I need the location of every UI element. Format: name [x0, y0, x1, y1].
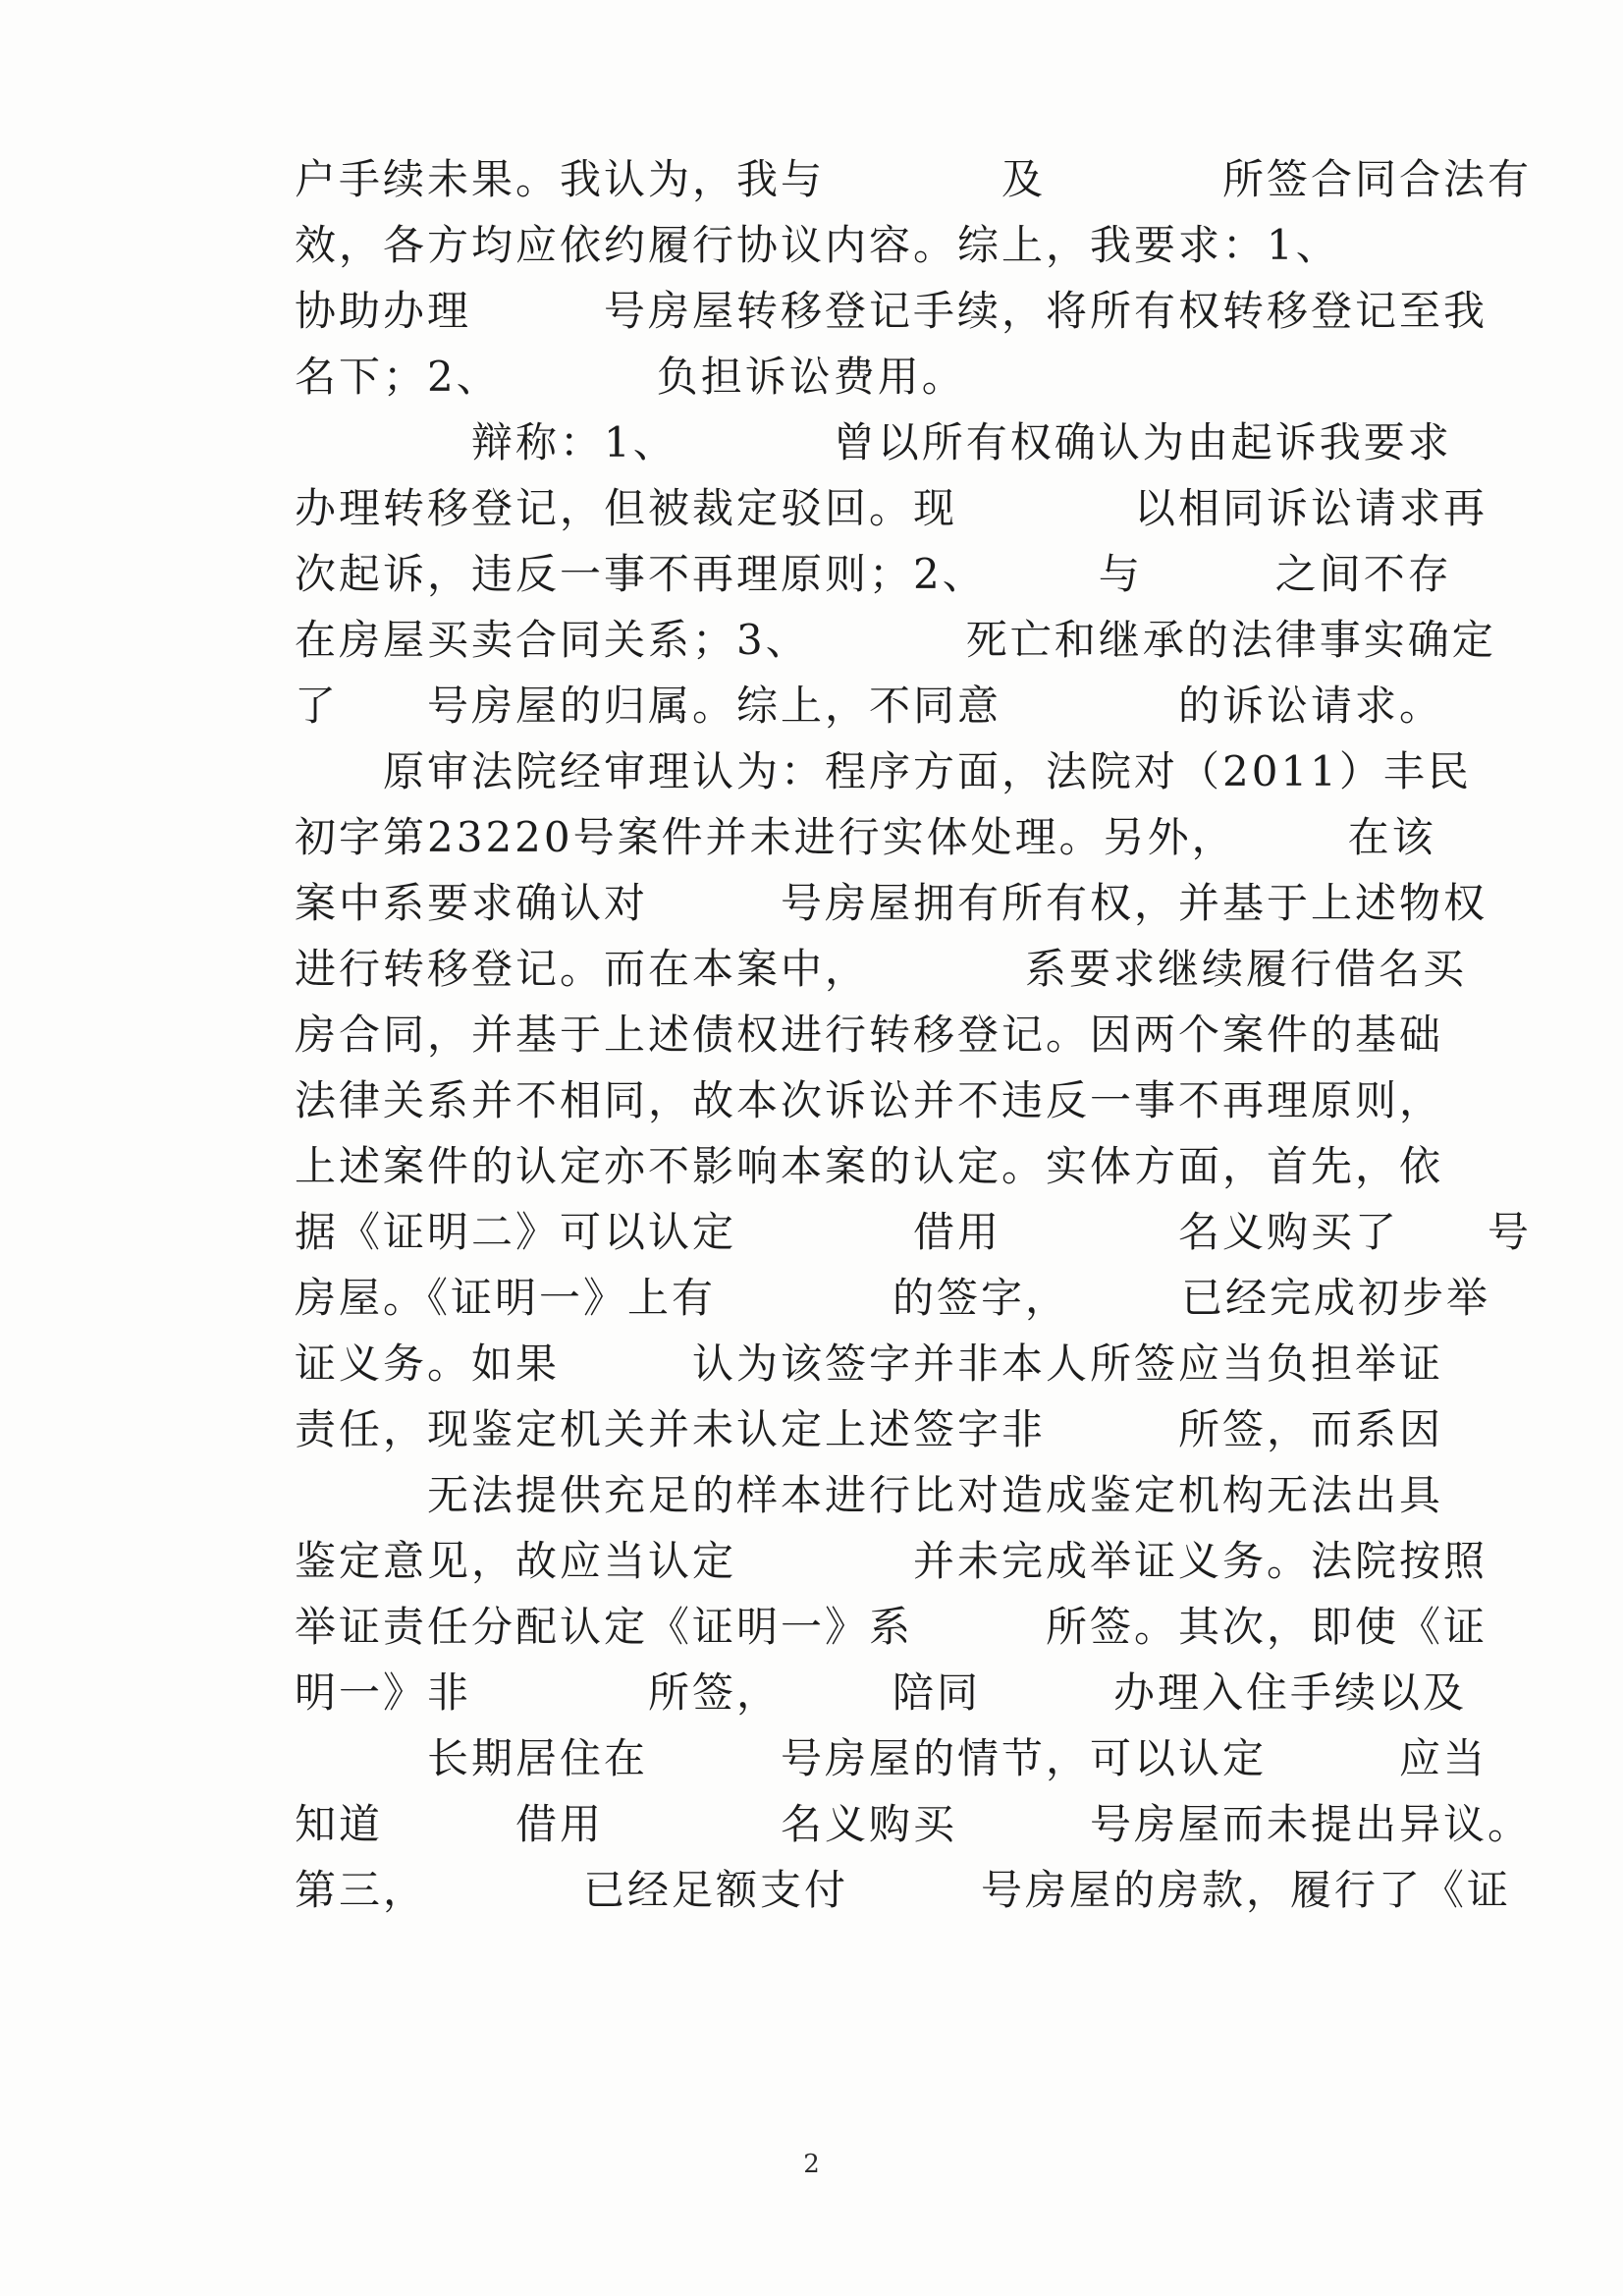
text-line: 在房屋买卖合同关系；3、 死亡和继承的法律事实确定 [295, 616, 1496, 664]
page-number: 2 [803, 2150, 820, 2179]
text-line: 初字第23220号案件并未进行实体处理。另外， 在该 [295, 813, 1436, 861]
text-line: 进行转移登记。而在本案中， 系要求继续履行借名买 [295, 945, 1468, 993]
text-line: 据《证明二》可以认定 借用 名义购买了 号 [295, 1208, 1533, 1256]
text-line: 房合同，并基于上述债权进行转移登记。因两个案件的基础 [295, 1011, 1444, 1059]
text-line: 证义务。如果 认为该签字并非本人所签应当负担举证 [295, 1339, 1444, 1388]
text-line: 无法提供充足的样本进行比对造成鉴定机构无法出具 [295, 1471, 1444, 1519]
text-line: 原审法院经审理认为：程序方面，法院对（2011）丰民 [295, 747, 1472, 795]
text-line: 举证责任分配认定《证明一》系 所签。其次，即使《证 [295, 1603, 1488, 1651]
text-line: 鉴定意见，故应当认定 并未完成举证义务。法院按照 [295, 1537, 1488, 1585]
text-line: 案中系要求确认对 号房屋拥有所有权，并基于上述物权 [295, 879, 1488, 927]
text-line: 第三， 已经足额支付 号房屋的房款，履行了《证 [295, 1866, 1512, 1914]
text-line: 明一》非 所签， 陪同 办理入住手续以及 [295, 1668, 1468, 1717]
text-line: 办理转移登记，但被裁定驳回。现 以相同诉讼请求再 [295, 484, 1488, 532]
text-line: 次起诉，违反一事不再理原则；2、 与 之间不存 [295, 550, 1452, 598]
text-line: 协助办理 号房屋转移登记手续，将所有权转移登记至我 [295, 287, 1488, 335]
text-line: 名下；2、 负担诉讼费用。 [295, 353, 966, 401]
text-line: 房屋。《证明一》上有 的签字， 已经完成初步举 [295, 1274, 1491, 1322]
text-line: 上述案件的认定亦不影响本案的认定。实体方面，首先，依 [295, 1142, 1444, 1190]
text-line: 户手续未果。我认为，我与 及 所签合同合法有 [295, 155, 1533, 203]
text-line: 效，各方均应依约履行协议内容。综上，我要求：1、 [295, 221, 1340, 269]
text-line: 辩称：1、 曾以所有权确认为由起诉我要求 [295, 418, 1452, 466]
text-line: 法律关系并不相同，故本次诉讼并不违反一事不再理原则， [295, 1076, 1444, 1124]
text-line: 知道 借用 名义购买 号房屋而未提出异议。 [295, 1800, 1533, 1848]
text-line: 责任，现鉴定机关并未认定上述签字非 所签，而系因 [295, 1405, 1444, 1453]
text-line: 了 号房屋的归属。综上，不同意 的诉讼请求。 [295, 682, 1444, 730]
text-line: 长期居住在 号房屋的情节，可以认定 应当 [295, 1734, 1488, 1782]
